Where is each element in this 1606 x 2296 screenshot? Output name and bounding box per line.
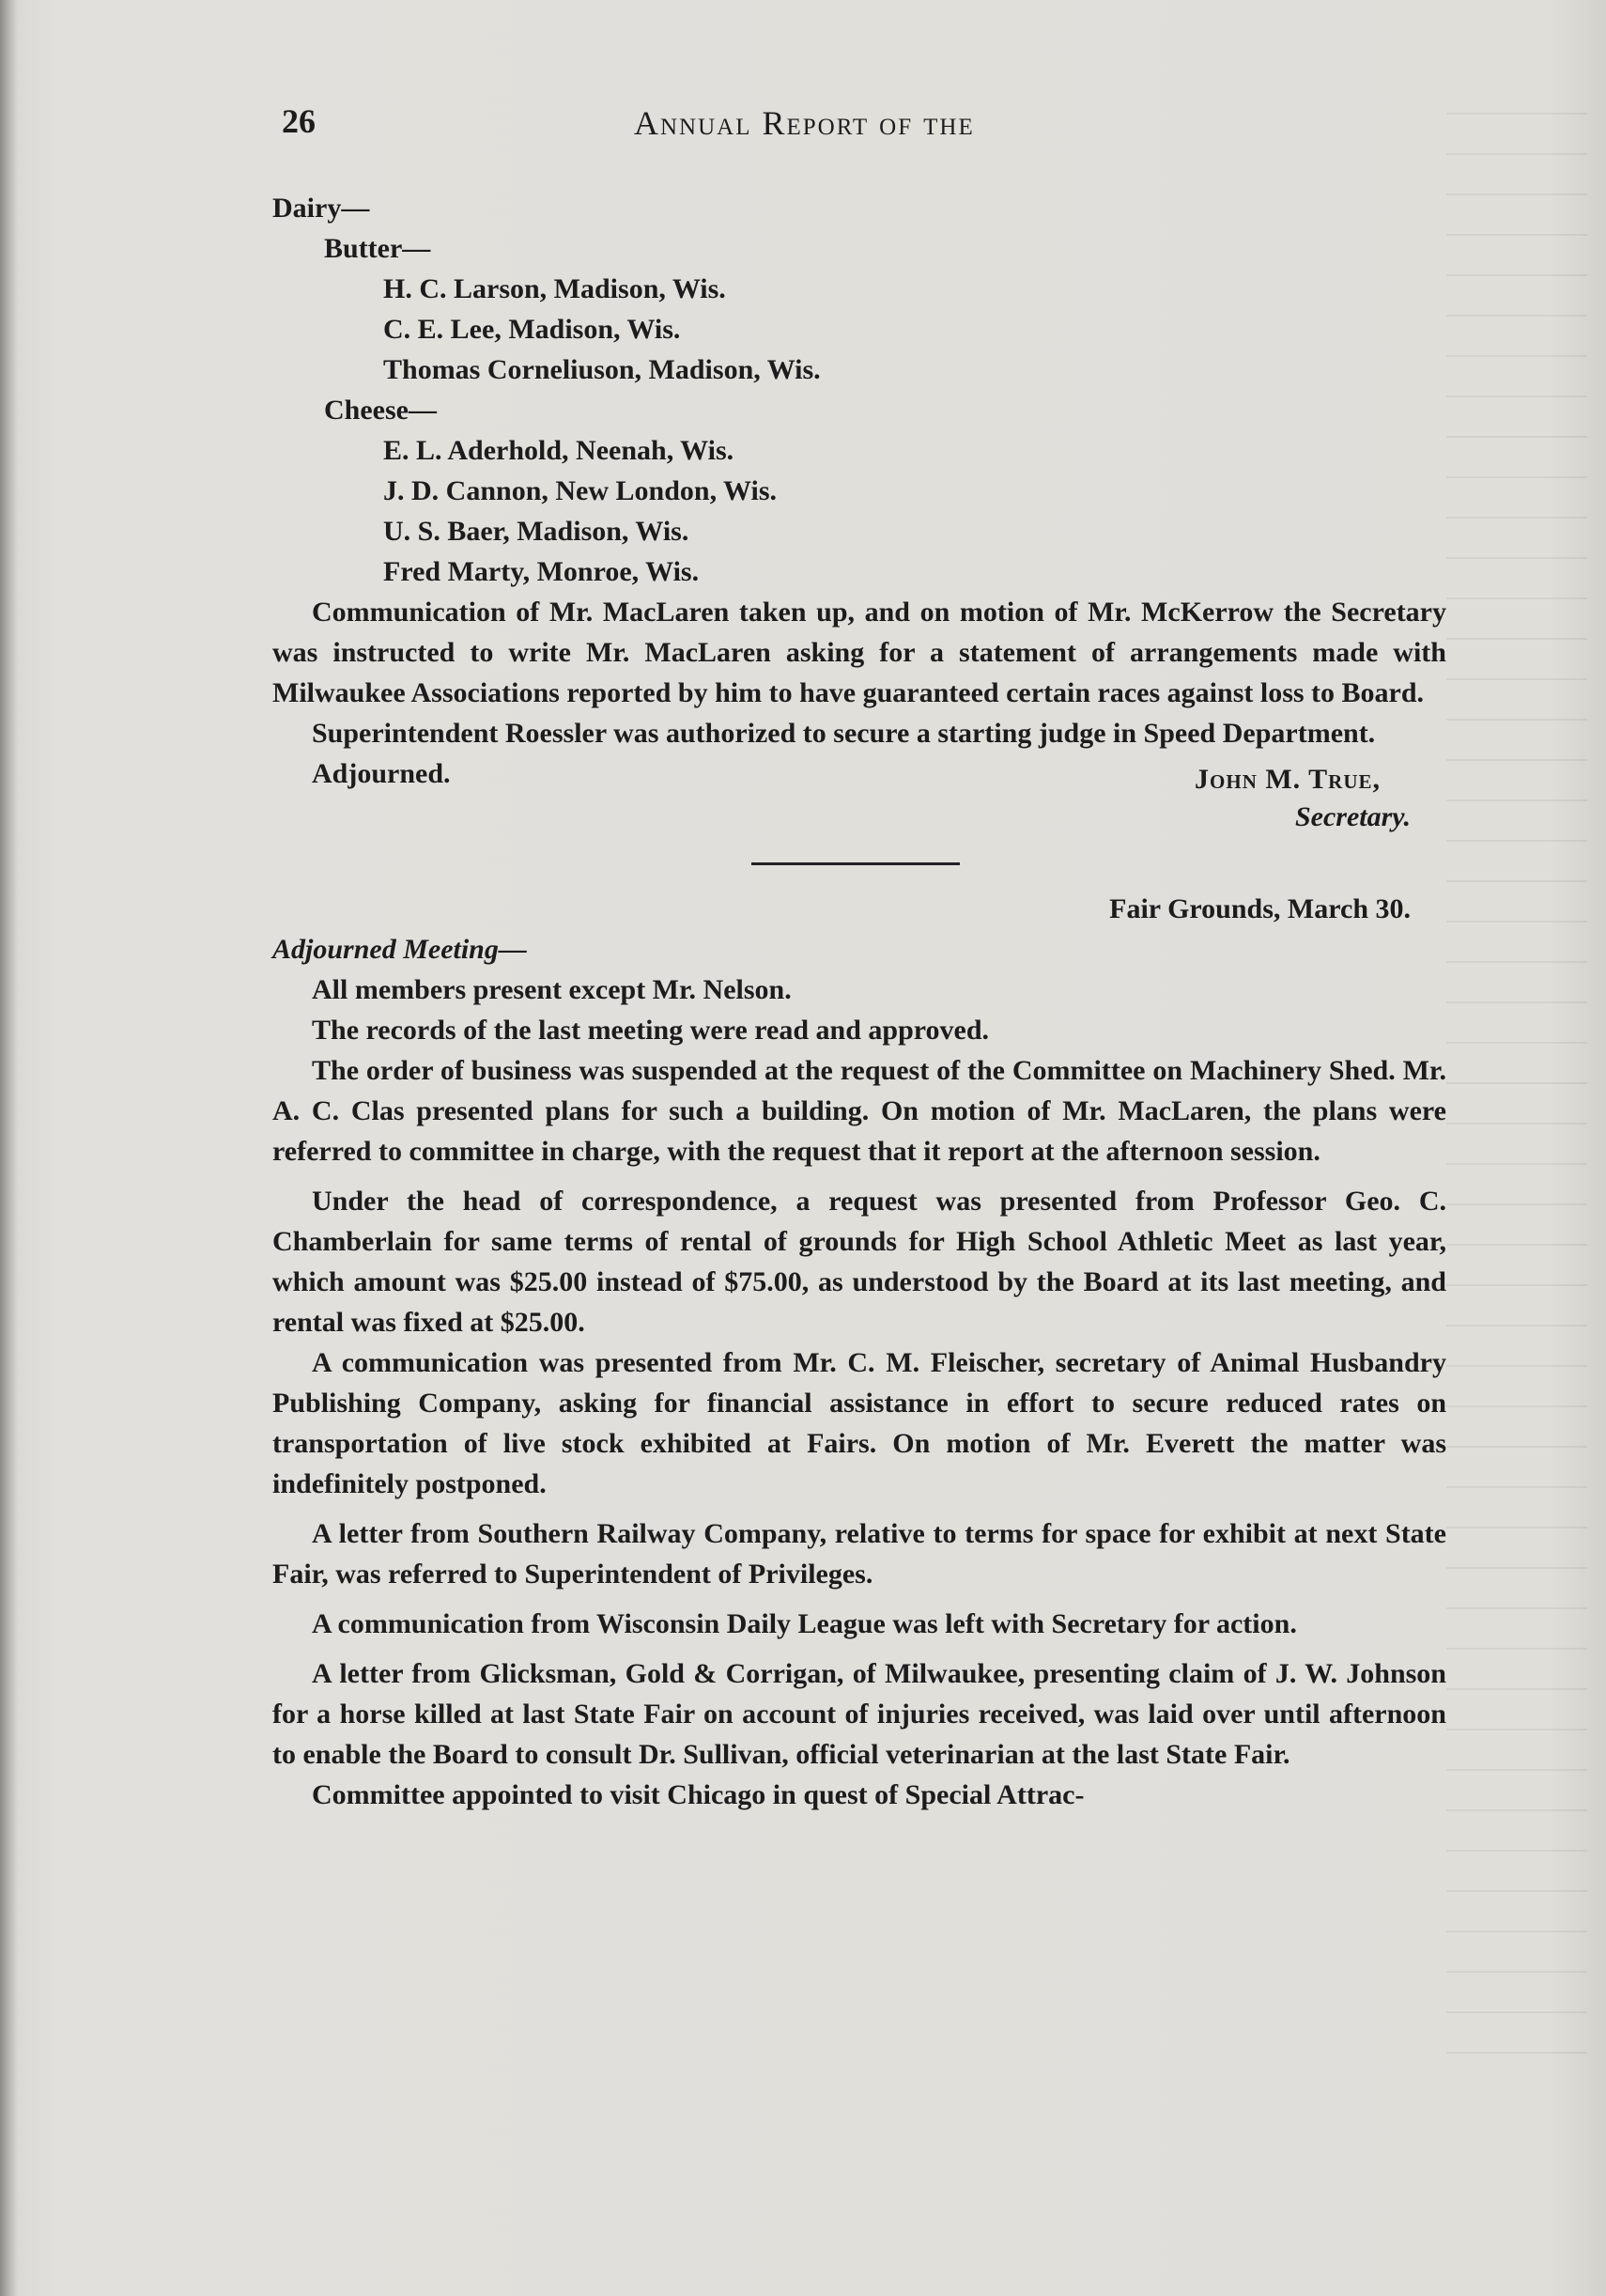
dairy-heading: Dairy— [272, 193, 370, 224]
butter-heading: Butter— [324, 233, 431, 264]
meeting-heading: Adjourned Meeting— [272, 934, 527, 965]
butter-judge: Thomas Corneliuson, Madison, Wis. [383, 354, 821, 385]
paragraph-roessler: Superintendent Roessler was authorized to secure a starting judge in Speed Department. [312, 718, 1376, 749]
paragraph-gap [272, 1594, 1446, 1604]
adjourned-label: Adjourned. [312, 758, 451, 789]
paragraph-records: The records of the last meeting were read and approved. [312, 1015, 990, 1046]
page-binding-shadow [0, 0, 17, 2296]
paragraph-chamberlain-request: Under the head of correspondence, a request was presented from Professor Geo. C. Chamberlain for same terms of rental of grounds for High School Athletic Meet as last year, which amount was $25.00 instead of $75.00, as understood by the Board at its last meeting, and rental was fixed at $25.00. [272, 1186, 1446, 1338]
signature-block [272, 753, 1446, 834]
paragraph-daily-league: A communication from Wisconsin Daily League was left with Secretary for action. [312, 1608, 1297, 1639]
page-number: 26 [282, 102, 316, 140]
butter-judge: C. E. Lee, Madison, Wis. [383, 314, 681, 345]
paragraph-fleischer-communication: A communication was presented from Mr. C. M. Fleischer, secretary of Animal Husbandry Publishing Company, asking for financial assistance in effort to secure reduced rates on transportation of live stock exhibited at Fairs. On motion of Mr. Everett the matter was indefinitely postponed. [272, 1347, 1446, 1499]
paragraph-gap [272, 1171, 1446, 1181]
divider-rule [751, 862, 960, 865]
page-header [282, 101, 1409, 148]
page-body [272, 188, 1446, 1815]
cheese-heading: Cheese— [324, 395, 437, 426]
cheese-judge: U. S. Baer, Madison, Wis. [383, 516, 689, 547]
secretary-title: Secretary. [1294, 801, 1411, 832]
paragraph-attendance: All members present except Mr. Nelson. [312, 974, 792, 1005]
paragraph-gap [272, 1644, 1446, 1653]
paragraph-southern-railway: A letter from Southern Railway Company, relative to terms for space for exhibit at next State Fair, was referred to Superintendent of Privileges. [272, 1518, 1446, 1590]
paragraph-machinery-shed: The order of business was suspended at the request of the Committee on Machinery Shed. Mr. A. C. Clas presented plans for such a building. On motion of Mr. MacLaren, the plans were referred to committee in charge, with the request that it report at the afternoon session. [272, 1055, 1446, 1167]
paragraph-johnson-claim: A letter from Glicksman, Gold & Corrigan, of Milwaukee, presenting claim of J. W. Johnson for a horse killed at last State Fair on account of injuries received, was laid over until afternoon to enable the Board to consult Dr. Sullivan, official veterinarian at the last State Fair. [272, 1658, 1446, 1770]
show-through-bleed [1446, 113, 1587, 2086]
secretary-name: John M. True, [1195, 764, 1381, 795]
dateline: Fair Grounds, March 30. [1109, 893, 1411, 924]
running-head: Annual Report of the [634, 104, 975, 142]
cheese-judge: Fred Marty, Monroe, Wis. [383, 556, 700, 587]
butter-judge: H. C. Larson, Madison, Wis. [383, 273, 726, 304]
trailing-line: Committee appointed to visit Chicago in quest of Special Attrac- [312, 1779, 1085, 1810]
paragraph-gap [272, 1504, 1446, 1513]
cheese-judge: E. L. Aderhold, Neenah, Wis. [383, 435, 734, 466]
cheese-judge: J. D. Cannon, New London, Wis. [383, 475, 778, 506]
section-divider [272, 834, 1446, 889]
paragraph-maclaren-communication: Communication of Mr. MacLaren taken up, and on motion of Mr. McKerrow the Secretary was instructed to write Mr. MacLaren asking for a statement of arrangements made with Milwaukee Associations reported by him to have guaranteed certain races against loss to Board. [272, 597, 1446, 708]
